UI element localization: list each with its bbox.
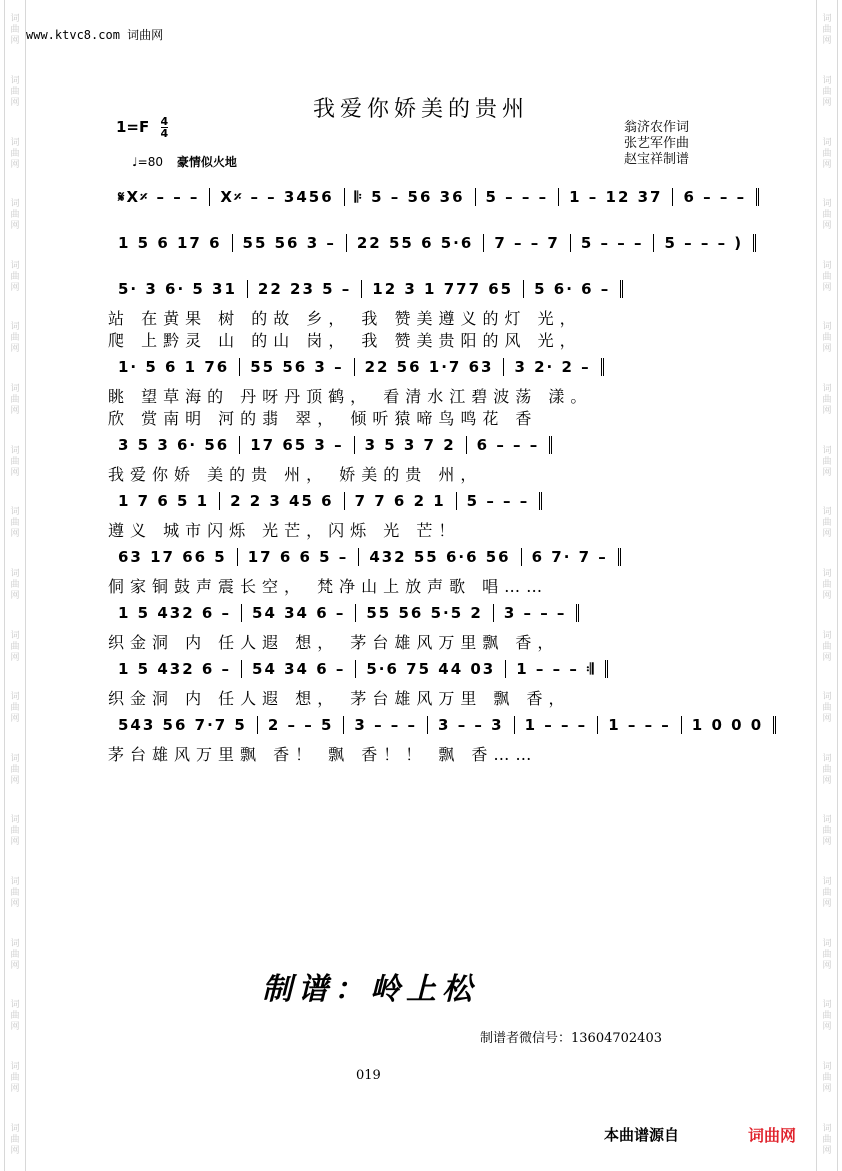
watermark-text: 词曲网 — [10, 14, 20, 47]
measure: 𝄆 5 – 56 36 — [345, 188, 476, 206]
watermark-text: 词曲网 — [822, 630, 832, 663]
transcriber: 赵宝祥制谱 — [624, 152, 690, 167]
measure: 𝄋X𝄎 – – – — [108, 188, 210, 206]
watermark-text: 词曲网 — [10, 692, 20, 725]
left-watermark-strip — [4, 0, 26, 1171]
measure: 63 17 66 5 — [108, 548, 238, 566]
maker-signature: 制谱：岭上松 — [262, 972, 478, 1007]
measure: 3 2· 2 – — [504, 358, 603, 376]
notation-row — [108, 596, 748, 630]
watermark-text: 词曲网 — [10, 384, 20, 417]
watermark-text: 词曲网 — [10, 322, 20, 355]
watermark-text: 词曲网 — [10, 568, 20, 601]
measure: 22 55 6 5·6 — [347, 234, 484, 252]
measure: 1 – – – — [598, 716, 682, 734]
measure: 17 6 6 5 – — [238, 548, 360, 566]
bar-line-group — [108, 280, 748, 298]
lyric-line: 遵义 城市闪烁 光芒，闪烁 光 芒！ — [108, 521, 461, 540]
notation-row — [108, 652, 748, 686]
measure: 5 – – – — [457, 492, 543, 510]
measure: 1 – – – 𝄇 — [506, 660, 608, 678]
measure: 5 – – – ) — [654, 234, 756, 252]
bar-line-group — [108, 548, 748, 566]
measure: 1 5 432 6 – — [108, 660, 242, 678]
measure: 3 – – 3 — [428, 716, 515, 734]
measure: 1 5 6 17 6 — [108, 234, 233, 252]
watermark-text: 词曲网 — [822, 137, 832, 170]
mood-marking: 豪情似火地 — [176, 155, 237, 169]
notation-row — [108, 180, 748, 214]
measure: 55 56 3 – — [233, 234, 347, 252]
lyric-line: 侗家铜鼓声震长空， 梵净山上放声歌 唱…… — [108, 577, 549, 596]
source-label: 本曲谱源自 — [604, 1126, 680, 1144]
watermark-text: 词曲网 — [10, 815, 20, 848]
watermark-text: 词曲网 — [10, 753, 20, 786]
measure: 1 0 0 0 — [682, 716, 776, 734]
measure: 6 7· 7 – — [522, 548, 621, 566]
watermark-text: 词曲网 — [10, 260, 20, 293]
credits — [624, 120, 689, 168]
site-url[interactable]: www.ktvc8.com 词曲网 — [26, 28, 164, 42]
notation-row — [108, 350, 748, 384]
measure: 3 – – – — [494, 604, 580, 622]
measure: 3 5 3 6· 56 — [108, 436, 240, 454]
row-gap — [108, 214, 748, 226]
lyric-line: 眺 望草海的 丹呀丹顶鹤， 看清水江碧波荡 漾。 — [108, 387, 593, 406]
bar-line-group — [108, 436, 748, 454]
lyric-line: 爬 上黔灵 山 的山 岗， 我 赞美贵阳的风 光， — [108, 331, 582, 350]
key-label: 1=F — [116, 118, 150, 136]
watermark-text: 词曲网 — [10, 137, 20, 170]
lyric-line: 我爱你娇 美的贵 州， 娇美的贵 州， — [108, 465, 483, 484]
watermark-text: 词曲网 — [822, 815, 832, 848]
measure: 5 – – – — [476, 188, 560, 206]
measure: 2 2 3 45 6 — [220, 492, 345, 510]
composer: 张艺军作曲 — [624, 136, 690, 151]
notation-row — [108, 226, 748, 260]
measure: 55 56 5·5 2 — [356, 604, 493, 622]
notation-row — [108, 540, 748, 574]
measure: 6 – – – — [467, 436, 553, 454]
measure: 6 – – – — [673, 188, 759, 206]
watermark-text: 词曲网 — [10, 938, 20, 971]
watermark-text: 词曲网 — [10, 1061, 20, 1094]
measure: 17 65 3 – — [240, 436, 354, 454]
bar-line-group — [108, 234, 748, 252]
measure: 1 5 432 6 – — [108, 604, 242, 622]
time-top: 4 — [160, 115, 169, 128]
row-gap — [108, 260, 748, 272]
watermark-text: 词曲网 — [822, 692, 832, 725]
watermark-text: 词曲网 — [10, 877, 20, 910]
watermark-text: 词曲网 — [10, 199, 20, 232]
watermark-text: 词曲网 — [822, 384, 832, 417]
watermark-text: 词曲网 — [10, 507, 20, 540]
measure: 543 56 7·7 5 — [108, 716, 258, 734]
tempo-value: ♩=80 — [132, 155, 163, 169]
watermark-text: 词曲网 — [822, 322, 832, 355]
measure: 7 7 6 2 1 — [345, 492, 457, 510]
tempo-marking — [132, 153, 237, 170]
watermark-text: 词曲网 — [822, 753, 832, 786]
key-signature — [116, 116, 168, 139]
lyric-line: 茅台雄风万里飘 香！ 飘 香！！ 飘 香…… — [108, 745, 538, 764]
right-watermark-strip — [816, 0, 838, 1171]
measure: 7 – – 7 — [484, 234, 571, 252]
maker-wechat: 制谱者微信号：13604702403 — [480, 1031, 662, 1046]
watermark-text: 词曲网 — [822, 938, 832, 971]
bar-line-group — [108, 604, 748, 622]
measure: 3 – – – — [344, 716, 428, 734]
watermark-text: 词曲网 — [822, 75, 832, 108]
notation-row — [108, 708, 764, 742]
lyric-line: 欣 赏南明 河的翡 翠， 倾听猿啼鸟鸣花 香 — [108, 409, 538, 428]
song-title: 我爱你娇美的贵州 — [312, 97, 529, 122]
notation-row — [108, 272, 748, 306]
source-site-link[interactable]: 词曲网 — [748, 1126, 797, 1145]
measure: 22 23 5 – — [248, 280, 362, 298]
watermark-text: 词曲网 — [10, 630, 20, 663]
watermark-text: 词曲网 — [822, 877, 832, 910]
watermark-text: 词曲网 — [822, 14, 832, 47]
measure: 5 6· 6 – — [524, 280, 623, 298]
measure: 5 – – – — [571, 234, 655, 252]
watermark-text: 词曲网 — [10, 1000, 20, 1033]
bar-line-group — [108, 492, 748, 510]
measure: 22 56 1·7 63 — [355, 358, 505, 376]
watermark-text: 词曲网 — [822, 260, 832, 293]
watermark-text: 词曲网 — [822, 199, 832, 232]
bar-line-group — [108, 660, 748, 678]
lyricist: 翁济农作词 — [624, 120, 690, 135]
measure: 54 34 6 – — [242, 604, 356, 622]
lyric-line: 织金洞 内 任人遐 想， 茅台雄风万里 飘 香， — [108, 689, 571, 708]
measure: 3 5 3 7 2 — [355, 436, 467, 454]
measure: 12 3 1 777 65 — [362, 280, 524, 298]
measure: 432 55 6·6 56 — [359, 548, 521, 566]
measure: 5· 3 6· 5 31 — [108, 280, 248, 298]
notation-row — [108, 428, 748, 462]
music-score — [108, 180, 764, 764]
measure: X𝄎 – – 3456 — [210, 188, 344, 206]
time-bottom: 4 — [160, 127, 169, 140]
watermark-text: 词曲网 — [822, 1061, 832, 1094]
watermark-text: 词曲网 — [10, 445, 20, 478]
measure: 1 7 6 5 1 — [108, 492, 220, 510]
bar-line-group — [108, 358, 748, 376]
measure: 55 56 3 – — [240, 358, 354, 376]
measure: 5·6 75 44 03 — [356, 660, 506, 678]
measure: 1 – – – — [515, 716, 599, 734]
lyric-line: 站 在黄果 树 的故 乡， 我 赞美遵义的灯 光， — [108, 309, 582, 328]
watermark-text: 词曲网 — [822, 507, 832, 540]
watermark-text: 词曲网 — [822, 445, 832, 478]
measure: 54 34 6 – — [242, 660, 356, 678]
time-signature — [161, 116, 169, 139]
watermark-text: 词曲网 — [10, 1123, 20, 1156]
watermark-text: 词曲网 — [822, 1123, 832, 1156]
measure: 1· 5 6 1 76 — [108, 358, 240, 376]
measure: 2 – – 5 — [258, 716, 345, 734]
watermark-text: 词曲网 — [822, 568, 832, 601]
bar-line-group — [108, 188, 748, 206]
watermark-text: 词曲网 — [822, 1000, 832, 1033]
notation-row — [108, 484, 748, 518]
lyric-line: 织金洞 内 任人遐 想， 茅台雄风万里飘 香， — [108, 633, 560, 652]
bar-line-group — [108, 716, 764, 734]
page-number: 019 — [356, 1068, 381, 1083]
watermark-text: 词曲网 — [10, 75, 20, 108]
measure: 1 – 12 37 — [559, 188, 673, 206]
